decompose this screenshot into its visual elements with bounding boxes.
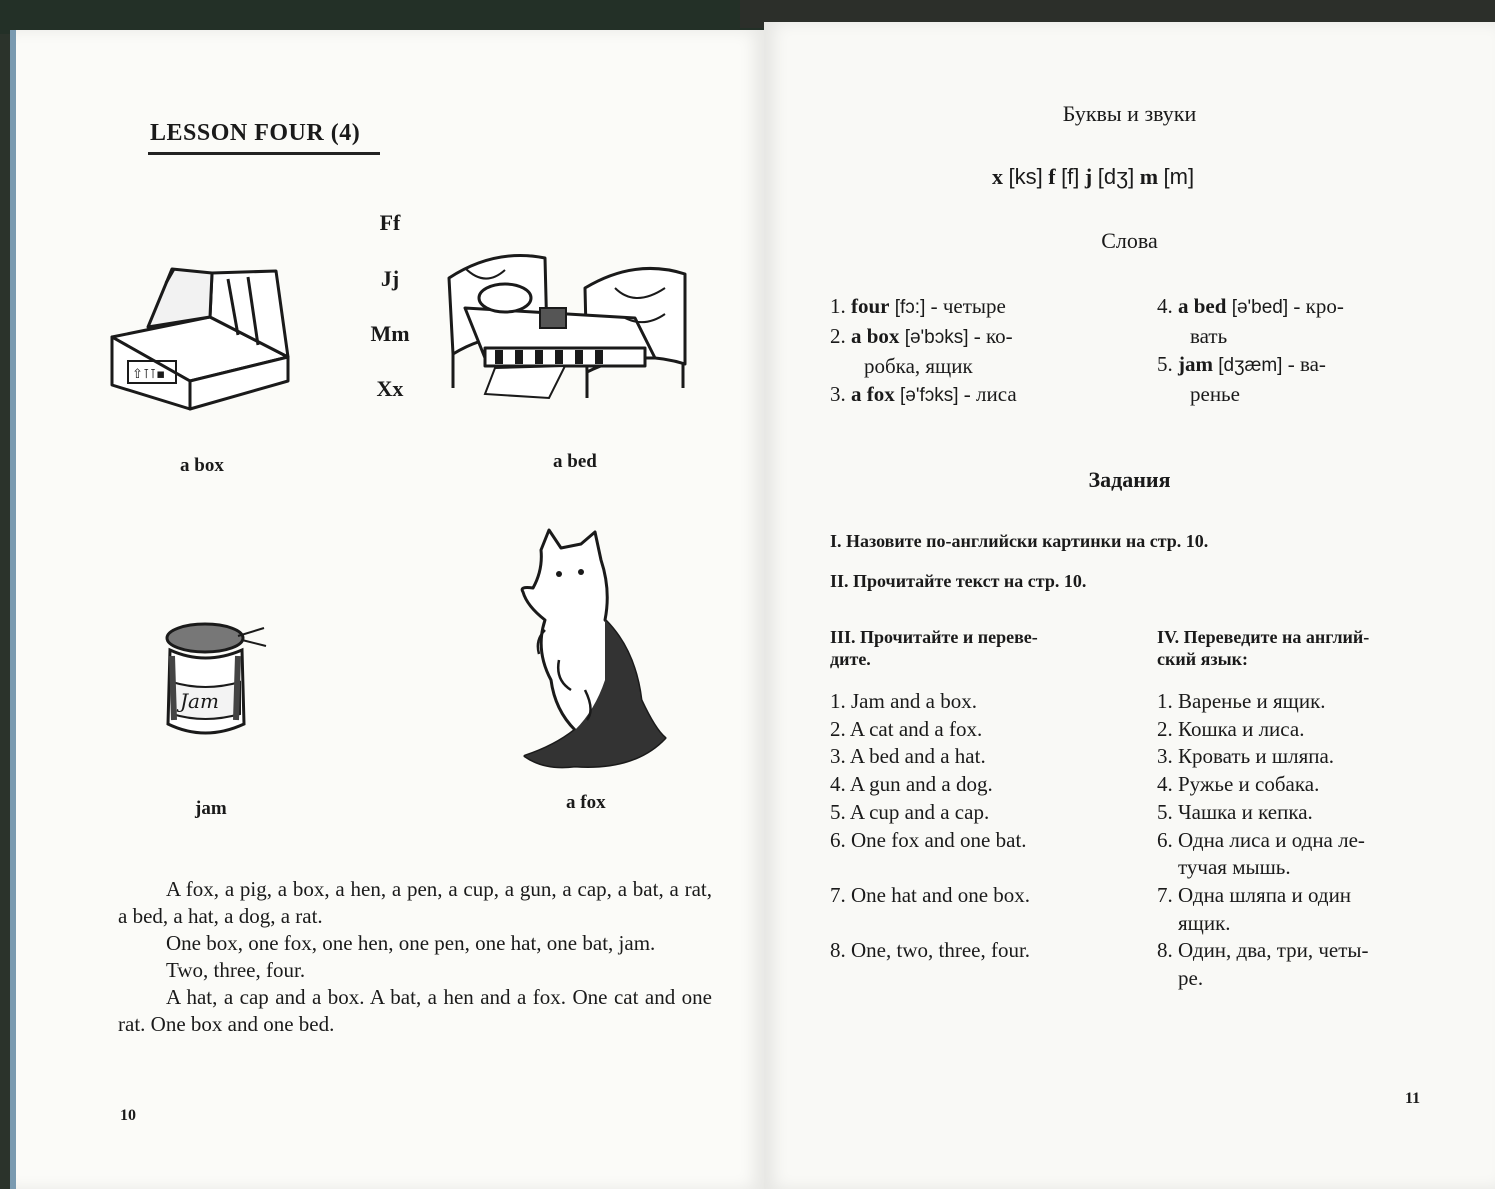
word-item: 3. a fox [ə'fɔks] - лиса bbox=[830, 382, 1017, 406]
box-illustration bbox=[108, 265, 298, 415]
word-item: 5. jam [dʒæm] - ва- bbox=[1157, 352, 1326, 376]
letter-jj: Jj bbox=[380, 266, 400, 291]
words-list-left bbox=[830, 292, 1130, 410]
fox-illustration bbox=[515, 530, 670, 775]
task-4-heading: IV. Переведите на англий- ский язык: bbox=[1157, 627, 1370, 669]
paragraph-3: Two, three, four. bbox=[166, 958, 306, 982]
exercise-ru-item: 7. Одна шляпа и один bbox=[1157, 882, 1352, 907]
words-list-right bbox=[1157, 292, 1437, 408]
exercise-ru-item: 5. Чашка и кепка. bbox=[1157, 799, 1313, 824]
lesson-title: LESSON FOUR (4) bbox=[150, 120, 361, 146]
task-1: I. Назовите по-английски картинки на стр. 10. bbox=[830, 531, 1209, 551]
phon-f-ipa: [f] bbox=[1061, 164, 1080, 189]
phon-j-ipa: [dʒ] bbox=[1097, 164, 1135, 189]
page-number-right: 11 bbox=[1405, 1090, 1421, 1107]
word-item-continuation: вать bbox=[1190, 324, 1228, 348]
letter-xx: Xx bbox=[376, 376, 404, 401]
exercise-english-list bbox=[830, 688, 1130, 965]
phonetics-line bbox=[992, 164, 1194, 190]
phon-f: f bbox=[1048, 164, 1056, 189]
exercise-ru-item: 1. Варенье и ящик. bbox=[1157, 689, 1326, 713]
letter-ff: Ff bbox=[379, 210, 401, 235]
tasks-heading: Задания bbox=[1088, 467, 1171, 492]
exercise-en-item: 3. A bed and a hat. bbox=[830, 744, 986, 769]
exercise-ru-item: 3. Кровать и шляпа. bbox=[1157, 744, 1335, 769]
letter-mm: Mm bbox=[370, 321, 410, 346]
word-item: 2. a box [ə'bɔks] - ко- bbox=[830, 324, 1013, 348]
task-2: II. Прочитайте текст на стр. 10. bbox=[830, 571, 1087, 591]
letters-sounds-heading: Буквы и звуки bbox=[1062, 101, 1197, 126]
page-number-left: 10 bbox=[120, 1107, 136, 1124]
paragraph-2: One box, one fox, one hen, one pen, one hat, one bat, jam. bbox=[166, 931, 656, 955]
word-item-continuation: робка, ящик bbox=[864, 354, 973, 378]
phon-m-ipa: [m] bbox=[1163, 164, 1195, 189]
bed-illustration bbox=[445, 248, 690, 408]
exercise-en-item: 7. One hat and one box. bbox=[830, 882, 1031, 907]
exercise-en-item: 1. Jam and a box. bbox=[830, 689, 977, 713]
phon-m: m bbox=[1139, 164, 1159, 189]
caption-box: a box bbox=[180, 455, 224, 476]
word-item-continuation: ренье bbox=[1190, 382, 1240, 406]
phon-x: x bbox=[992, 164, 1003, 189]
task-3-heading: III. Прочитайте и переве- дите. bbox=[830, 627, 1038, 669]
exercise-en-item bbox=[830, 910, 1130, 938]
caption-bed: a bed bbox=[553, 451, 597, 472]
exercise-ru-item: 6. Одна лиса и одна ле- bbox=[1157, 827, 1365, 852]
exercise-en-item: 5. A cup and a cap. bbox=[830, 799, 990, 824]
jam-jar-illustration bbox=[160, 620, 275, 740]
word-item: 1. four [fɔ:] - четыре bbox=[830, 294, 1006, 318]
lesson-title-underline bbox=[148, 152, 380, 155]
word-item: 4. a bed [ə'bed] - кро- bbox=[1157, 294, 1344, 318]
exercise-russian-list bbox=[1157, 688, 1437, 993]
words-heading: Слова bbox=[1101, 228, 1158, 253]
exercise-en-item: 6. One fox and one bat. bbox=[830, 827, 1027, 852]
svg-text:⇧⊺⊺▪: ⇧⊺⊺▪ bbox=[132, 367, 166, 382]
phon-j: j bbox=[1084, 164, 1093, 189]
exercise-ru-item: 8. Один, два, три, четы- bbox=[1157, 938, 1369, 963]
phon-x-ipa: [ks] bbox=[1008, 164, 1043, 189]
paragraph-1: A fox, a pig, a box, a hen, a pen, a cup, a gun, a cap, a bat, a rat, a bed, a hat, a dog, a rat. bbox=[118, 877, 712, 928]
exercise-ru-item: 2. Кошка и лиса. bbox=[1157, 716, 1305, 741]
exercise-en-item: 2. A cat and a fox. bbox=[830, 716, 983, 741]
exercise-ru-item: ре. bbox=[1157, 966, 1204, 991]
caption-jam: jam bbox=[195, 798, 227, 819]
reading-text bbox=[118, 876, 712, 1038]
book-cover-edge bbox=[10, 30, 16, 1189]
exercise-en-item: 8. One, two, three, four. bbox=[830, 938, 1031, 963]
exercise-en-item bbox=[830, 854, 1130, 882]
exercise-en-item: 4. A gun and a dog. bbox=[830, 772, 993, 797]
jar-label: Jam bbox=[180, 689, 219, 713]
exercise-ru-item: 4. Ружье и собака. bbox=[1157, 772, 1320, 797]
exercise-ru-item: тучая мышь. bbox=[1157, 855, 1291, 880]
caption-fox: a fox bbox=[566, 792, 606, 813]
paragraph-4: A hat, a cap and a box. A bat, a hen and a fox. One cat and one rat. One box and one bed. bbox=[118, 985, 712, 1036]
exercise-ru-item: ящик. bbox=[1157, 910, 1231, 935]
right-page bbox=[764, 22, 1495, 1189]
